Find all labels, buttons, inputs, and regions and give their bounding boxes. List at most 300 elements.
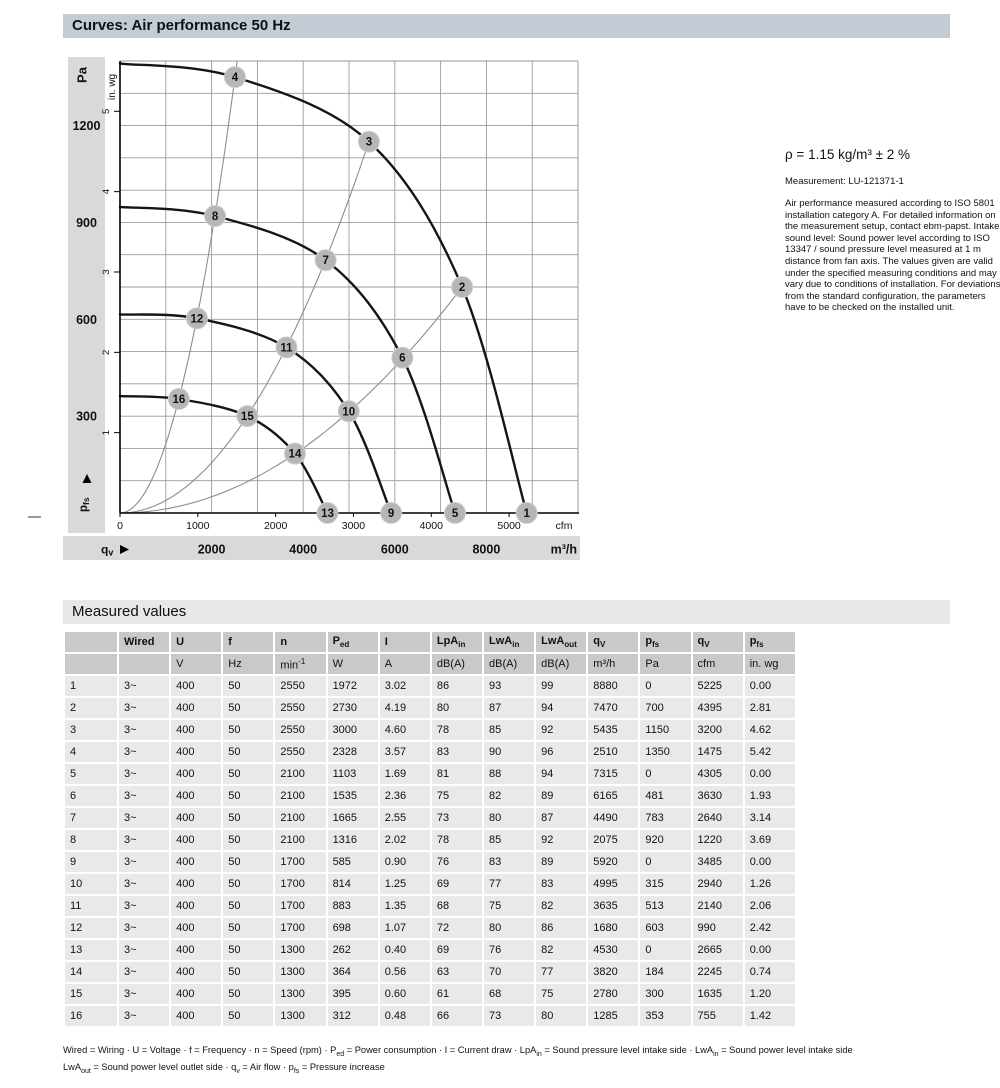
cfm-tick-label: 1000 xyxy=(186,520,210,532)
m3h-tick-label: 4000 xyxy=(289,542,318,557)
pa-tick-label: 900 xyxy=(76,215,97,230)
table-cell: 90 xyxy=(484,742,534,762)
table-cell: 4.19 xyxy=(380,698,430,718)
table-cell: 400 xyxy=(171,786,221,806)
table-cell: 4305 xyxy=(693,764,743,784)
table-cell: 6165 xyxy=(588,786,638,806)
legend-line-1: Wired = Wiring · U = Voltage · f = Frequency · n = Speed $(rpm) \cdot P_{ed}$ = Power consumption · I = Current draw · LpA$_{in}$ = Sound pressure level intake side · LwA$_{in}$ = Sound power level intake side xyxy=(63,1045,853,1058)
table-cell: 481 xyxy=(640,786,690,806)
table-row xyxy=(65,940,795,960)
m3h-unit-label: m³/h xyxy=(550,542,577,557)
table-cell: 400 xyxy=(171,764,221,784)
column-unit: dB(A) xyxy=(536,654,586,674)
table-cell: 80 xyxy=(536,1006,586,1026)
table-cell: 990 xyxy=(693,918,743,938)
table-row xyxy=(65,874,795,894)
table-cell: 61 xyxy=(432,984,482,1004)
table-cell: 75 xyxy=(536,984,586,1004)
table-cell: 1.20 xyxy=(745,984,795,1004)
operating-point-number: 9 xyxy=(387,508,395,520)
column-header: U xyxy=(171,632,221,652)
column-header: LpA$_{in}$ xyxy=(432,632,482,652)
table-row xyxy=(65,852,795,872)
table-cell: 3~ xyxy=(119,808,169,828)
table-cell: 1.42 xyxy=(745,1006,795,1026)
table-cell: 14 xyxy=(65,962,117,982)
cfm-tick-label: 0 xyxy=(117,520,123,532)
table-cell: 3485 xyxy=(693,852,743,872)
cfm-unit-label: cfm xyxy=(555,520,573,532)
table-cell: 3~ xyxy=(119,984,169,1004)
operating-point-number: 10 xyxy=(342,406,356,419)
table-cell: 2.81 xyxy=(745,698,795,718)
column-unit xyxy=(119,654,169,674)
table-cell: 3~ xyxy=(119,786,169,806)
operating-point-number: 2 xyxy=(458,282,466,294)
table-cell: 1700 xyxy=(275,852,325,872)
table-cell: 76 xyxy=(484,940,534,960)
table-cell: 0.00 xyxy=(745,940,795,960)
column-unit: in. wg xyxy=(745,654,795,674)
operating-point-marker xyxy=(186,308,207,329)
table-cell: 184 xyxy=(640,962,690,982)
table-cell: 2640 xyxy=(693,808,743,828)
measurement-id: Measurement: LU-121371-1 xyxy=(785,176,904,187)
table-cell: 262 xyxy=(328,940,378,960)
table-cell: 80 xyxy=(484,918,534,938)
table-cell: 0 xyxy=(640,764,690,784)
table-cell: 50 xyxy=(223,962,273,982)
y-axis-quantity-label: pfs xyxy=(78,497,91,512)
table-cell: 87 xyxy=(484,698,534,718)
m3h-tick-label: 8000 xyxy=(472,542,501,557)
table-cell: 300 xyxy=(640,984,690,1004)
m3h-tick-label: 2000 xyxy=(197,542,226,557)
table-cell: 82 xyxy=(484,786,534,806)
table-cell: 400 xyxy=(171,940,221,960)
cfm-tick-label: 4000 xyxy=(419,520,443,532)
table-cell: 2.55 xyxy=(380,808,430,828)
table-cell: 80 xyxy=(432,698,482,718)
table-cell: 1.35 xyxy=(380,896,430,916)
table-cell: 50 xyxy=(223,896,273,916)
table-cell: 603 xyxy=(640,918,690,938)
table-cell: 2780 xyxy=(588,984,638,1004)
table-cell: 83 xyxy=(536,874,586,894)
table-cell: 7470 xyxy=(588,698,638,718)
table-cell: 2550 xyxy=(275,720,325,740)
table-row xyxy=(65,676,795,696)
operating-point-marker xyxy=(338,401,359,422)
table-cell: 1220 xyxy=(693,830,743,850)
table-cell: 68 xyxy=(484,984,534,1004)
legend-line-2: LwA$_{out}$ = Sound power level outlet side · $q_v$ = Air flow · $p_{fs}$ = Pressure increase xyxy=(63,1061,385,1075)
pa-tick-label: 1200 xyxy=(72,119,101,134)
table-cell: 69 xyxy=(432,874,482,894)
column-unit: dB(A) xyxy=(432,654,482,674)
table-cell: 1700 xyxy=(275,918,325,938)
table-cell: 72 xyxy=(432,918,482,938)
table-cell: 66 xyxy=(432,1006,482,1026)
table-cell: 3820 xyxy=(588,962,638,982)
table-cell: 2510 xyxy=(588,742,638,762)
table-cell: 2140 xyxy=(693,896,743,916)
table-cell: 92 xyxy=(536,830,586,850)
pa-tick-label: 300 xyxy=(76,409,97,424)
table-cell: 63 xyxy=(432,962,482,982)
air-density-note: ρ = 1.15 kg/m³ ± 2 % xyxy=(785,147,911,162)
air-performance-chart xyxy=(63,45,703,565)
table-cell: 585 xyxy=(328,852,378,872)
column-unit xyxy=(65,654,117,674)
header-name-row xyxy=(65,632,795,652)
operating-point-marker xyxy=(237,406,258,427)
operating-point-marker xyxy=(224,67,245,88)
table-cell: 0 xyxy=(640,852,690,872)
table-cell: 3.02 xyxy=(380,676,430,696)
operating-point-marker xyxy=(516,503,537,524)
table-cell: 86 xyxy=(536,918,586,938)
column-header: $p_{fs}$ xyxy=(640,632,690,652)
column-header: $P_{ed}$ xyxy=(328,632,378,652)
table-cell: 2.36 xyxy=(380,786,430,806)
table-cell: 400 xyxy=(171,698,221,718)
table-cell: 3~ xyxy=(119,918,169,938)
table-cell: 12 xyxy=(65,918,117,938)
table-cell: 364 xyxy=(328,962,378,982)
table-cell: 3635 xyxy=(588,896,638,916)
table-cell: 5225 xyxy=(693,676,743,696)
table-cell: 1700 xyxy=(275,896,325,916)
table-cell: 96 xyxy=(536,742,586,762)
table-cell: 2100 xyxy=(275,786,325,806)
operating-point-number: 12 xyxy=(190,313,204,326)
table-cell: 50 xyxy=(223,676,273,696)
table-row xyxy=(65,698,795,718)
table-cell: 0.00 xyxy=(745,764,795,784)
table-cell: 50 xyxy=(223,830,273,850)
table-cell: 87 xyxy=(536,808,586,828)
table-cell: 7 xyxy=(65,808,117,828)
column-header: Wired xyxy=(119,632,169,652)
inwg-tick-label: 2 xyxy=(101,349,112,355)
table-cell: 353 xyxy=(640,1006,690,1026)
operating-point-number: 14 xyxy=(288,448,302,461)
table-cell: 4.60 xyxy=(380,720,430,740)
table-cell: 0.60 xyxy=(380,984,430,1004)
table-cell: 698 xyxy=(328,918,378,938)
column-unit: $\min^{-1}$ xyxy=(275,654,325,674)
table-cell: 2100 xyxy=(275,764,325,784)
table-row xyxy=(65,764,795,784)
table-cell: 77 xyxy=(536,962,586,982)
table-cell: 50 xyxy=(223,1006,273,1026)
table-cell: 0.56 xyxy=(380,962,430,982)
table-cell: 50 xyxy=(223,742,273,762)
table-cell: 85 xyxy=(484,830,534,850)
operating-point-number: 7 xyxy=(322,255,329,268)
operating-point-marker xyxy=(381,503,402,524)
inwg-tick-label: 1 xyxy=(101,430,112,436)
table-cell: 1350 xyxy=(640,742,690,762)
table-cell: 1150 xyxy=(640,720,690,740)
page-fold-mark xyxy=(28,516,41,518)
table-header xyxy=(65,632,795,674)
table-cell: 400 xyxy=(171,852,221,872)
table-cell: 0.00 xyxy=(745,852,795,872)
table-cell: 92 xyxy=(536,720,586,740)
operating-point-marker xyxy=(315,250,336,271)
table-cell: 0 xyxy=(640,676,690,696)
operating-point-number: 4 xyxy=(231,72,239,85)
operating-point-number: 11 xyxy=(280,342,293,355)
table-cell: 9 xyxy=(65,852,117,872)
inwg-tick-label: 5 xyxy=(101,108,112,114)
table-cell: 11 xyxy=(65,896,117,916)
inwg-unit-label: in. wg xyxy=(107,73,118,100)
table-cell: 77 xyxy=(484,874,534,894)
table-cell: 3~ xyxy=(119,742,169,762)
abbreviation-legend xyxy=(63,1044,978,1078)
header-unit-row xyxy=(65,654,795,674)
table-cell: 82 xyxy=(536,940,586,960)
table-cell: 3~ xyxy=(119,698,169,718)
table-cell: 1300 xyxy=(275,1006,325,1026)
table-cell: 920 xyxy=(640,830,690,850)
table-cell: 3.57 xyxy=(380,742,430,762)
table-cell: 1475 xyxy=(693,742,743,762)
table-cell: 1.69 xyxy=(380,764,430,784)
table-cell: 400 xyxy=(171,742,221,762)
table-cell: 70 xyxy=(484,962,534,982)
column-header xyxy=(65,632,117,652)
operating-point-marker xyxy=(317,503,338,524)
table-cell: 4530 xyxy=(588,940,638,960)
table-cell: 3200 xyxy=(693,720,743,740)
table-cell: 83 xyxy=(484,852,534,872)
table-cell: 2075 xyxy=(588,830,638,850)
table-cell: 85 xyxy=(484,720,534,740)
table-cell: 814 xyxy=(328,874,378,894)
table-cell: 8880 xyxy=(588,676,638,696)
table-cell: 75 xyxy=(432,786,482,806)
table-cell: 400 xyxy=(171,984,221,1004)
table-cell: 50 xyxy=(223,764,273,784)
table-cell: 0.40 xyxy=(380,940,430,960)
table-cell: 94 xyxy=(536,764,586,784)
operating-point-marker xyxy=(276,337,297,358)
table-cell: 2550 xyxy=(275,676,325,696)
table-cell: 4490 xyxy=(588,808,638,828)
operating-point-number: 3 xyxy=(365,136,373,149)
table-cell: 5435 xyxy=(588,720,638,740)
table-row xyxy=(65,830,795,850)
column-header: $q_V$ xyxy=(588,632,638,652)
table-cell: 50 xyxy=(223,874,273,894)
table-cell: 1665 xyxy=(328,808,378,828)
table-cell: 400 xyxy=(171,676,221,696)
table-cell: 2730 xyxy=(328,698,378,718)
column-header: f xyxy=(223,632,273,652)
table-cell: 1.93 xyxy=(745,786,795,806)
column-header: I xyxy=(380,632,430,652)
table-cell: 1.25 xyxy=(380,874,430,894)
table-cell: 83 xyxy=(432,742,482,762)
table-cell: 2.02 xyxy=(380,830,430,850)
table-cell: 8 xyxy=(65,830,117,850)
table-cell: 50 xyxy=(223,786,273,806)
table-row xyxy=(65,720,795,740)
table-cell: 4 xyxy=(65,742,117,762)
table-cell: 78 xyxy=(432,830,482,850)
cfm-tick-label: 3000 xyxy=(341,520,366,532)
table-cell: 3~ xyxy=(119,940,169,960)
operating-point-number: 15 xyxy=(240,411,254,424)
table-cell: 99 xyxy=(536,676,586,696)
table-cell: 400 xyxy=(171,896,221,916)
table-cell: 3.69 xyxy=(745,830,795,850)
operating-point-number: 8 xyxy=(211,210,219,223)
table-cell: 2.42 xyxy=(745,918,795,938)
table-cell: 1680 xyxy=(588,918,638,938)
table-cell: 312 xyxy=(328,1006,378,1026)
table-cell: 755 xyxy=(693,1006,743,1026)
table-cell: 1103 xyxy=(328,764,378,784)
operating-point-marker xyxy=(284,443,305,464)
table-cell: 6 xyxy=(65,786,117,806)
table-cell: 4395 xyxy=(693,698,743,718)
table-cell: 400 xyxy=(171,720,221,740)
measured-values-section-title: Measured values xyxy=(63,600,950,624)
m3h-tick-label: 6000 xyxy=(380,542,409,557)
table-cell: 3~ xyxy=(119,874,169,894)
column-unit: Pa xyxy=(640,654,690,674)
table-cell: 2328 xyxy=(328,742,378,762)
table-cell: 2550 xyxy=(275,698,325,718)
table-cell: 93 xyxy=(484,676,534,696)
table-cell: 68 xyxy=(432,896,482,916)
table-cell: 400 xyxy=(171,830,221,850)
table-cell: 2100 xyxy=(275,808,325,828)
column-unit: dB(A) xyxy=(484,654,534,674)
table-row xyxy=(65,962,795,982)
table-cell: 395 xyxy=(328,984,378,1004)
table-cell: 2940 xyxy=(693,874,743,894)
measurement-conditions-text: Air performance measured according to ISO 5801 installation category A. For detailed information on the measurement setup, contact ebm-papst. Intake sound level: Sound power level according to ISO 13347 / sound pressure level measured at 1 m distance from fan axis. The values given are valid under the specified measuring conditions and may vary due to conditions of installation. For deviations from the standard configuration, the parameters have to be checked on the installed unit. xyxy=(785,198,1000,314)
table-cell: 0.74 xyxy=(745,962,795,982)
table-cell: 10 xyxy=(65,874,117,894)
table-cell: 3.14 xyxy=(745,808,795,828)
measured-values-table xyxy=(63,630,797,1028)
table-cell: 89 xyxy=(536,786,586,806)
table-cell: 94 xyxy=(536,698,586,718)
table-cell: 88 xyxy=(484,764,534,784)
table-row xyxy=(65,786,795,806)
measurement-note-block xyxy=(785,147,1000,314)
table-cell: 1300 xyxy=(275,962,325,982)
operating-point-marker xyxy=(168,389,189,410)
cfm-tick-label: 2000 xyxy=(263,520,288,532)
column-header: LwA$_{in}$ xyxy=(484,632,534,652)
column-unit: m³/h xyxy=(588,654,638,674)
table-cell: 2245 xyxy=(693,962,743,982)
table-cell: 50 xyxy=(223,720,273,740)
table-cell: 2100 xyxy=(275,830,325,850)
column-unit: Hz xyxy=(223,654,273,674)
table-cell: 2 xyxy=(65,698,117,718)
table-cell: 7315 xyxy=(588,764,638,784)
table-cell: 69 xyxy=(432,940,482,960)
operating-point-marker xyxy=(358,131,379,152)
operating-point-number: 1 xyxy=(523,508,530,520)
table-cell: 883 xyxy=(328,896,378,916)
table-cell: 0.00 xyxy=(745,676,795,696)
table-cell: 50 xyxy=(223,984,273,1004)
table-cell: 1.07 xyxy=(380,918,430,938)
table-cell: 3~ xyxy=(119,830,169,850)
table-cell: 0 xyxy=(640,940,690,960)
table-cell: 1972 xyxy=(328,676,378,696)
inwg-tick-label: 4 xyxy=(101,188,112,195)
table-cell: 15 xyxy=(65,984,117,1004)
table-cell: 315 xyxy=(640,874,690,894)
table-cell: 1.26 xyxy=(745,874,795,894)
table-row xyxy=(65,896,795,916)
table-body xyxy=(65,676,795,1026)
table-cell: 783 xyxy=(640,808,690,828)
table-cell: 400 xyxy=(171,962,221,982)
operating-point-number: 16 xyxy=(172,394,186,407)
table-row xyxy=(65,742,795,762)
pa-tick-label: 600 xyxy=(76,312,97,327)
table-cell: 3~ xyxy=(119,676,169,696)
table-cell: 3~ xyxy=(119,896,169,916)
table-row xyxy=(65,918,795,938)
table-cell: 13 xyxy=(65,940,117,960)
column-unit: W xyxy=(328,654,378,674)
column-unit: V xyxy=(171,654,221,674)
table-cell: 80 xyxy=(484,808,534,828)
table-cell: 50 xyxy=(223,698,273,718)
table-cell: 3~ xyxy=(119,720,169,740)
cfm-axis xyxy=(117,513,573,532)
table-cell: 400 xyxy=(171,808,221,828)
table-cell: 0.48 xyxy=(380,1006,430,1026)
table-cell: 16 xyxy=(65,1006,117,1026)
column-unit: A xyxy=(380,654,430,674)
table-cell: 2665 xyxy=(693,940,743,960)
table-cell: 1300 xyxy=(275,984,325,1004)
column-header: n xyxy=(275,632,325,652)
table-cell: 700 xyxy=(640,698,690,718)
table-cell: 73 xyxy=(432,808,482,828)
table-row xyxy=(65,984,795,1004)
table-cell: 3630 xyxy=(693,786,743,806)
table-cell: 1535 xyxy=(328,786,378,806)
table-cell: 76 xyxy=(432,852,482,872)
operating-point-marker xyxy=(445,503,466,524)
table-row xyxy=(65,808,795,828)
table-cell: 513 xyxy=(640,896,690,916)
inwg-tick-label: 3 xyxy=(101,269,112,275)
x-axis-quantity-label: qv xyxy=(101,542,114,558)
table-cell: 400 xyxy=(171,874,221,894)
table-cell: 50 xyxy=(223,918,273,938)
table-cell: 4.62 xyxy=(745,720,795,740)
table-cell: 81 xyxy=(432,764,482,784)
operating-point-number: 5 xyxy=(451,508,459,520)
table-cell: 75 xyxy=(484,896,534,916)
